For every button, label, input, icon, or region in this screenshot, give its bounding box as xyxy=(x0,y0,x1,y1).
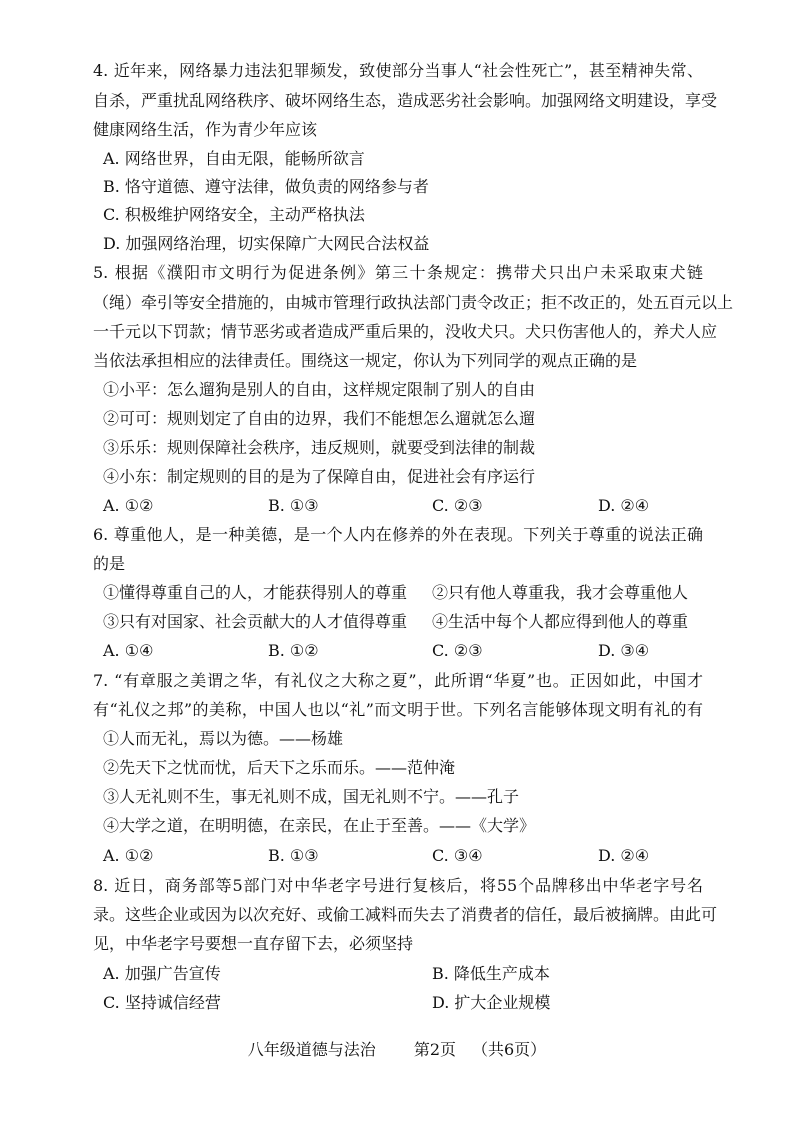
page-footer xyxy=(0,1039,794,1061)
option-c: C. 坚持诚信经营 xyxy=(103,993,221,1012)
statement-1: ①小平：怎么遛狗是别人的自由，这样规定限制了别人的自由 xyxy=(103,380,536,399)
statement-4: ④小东：制定规则的目的是为了保障自由，促进社会有序运行 xyxy=(103,467,536,486)
statement-2: ②先天下之忧而忧，后天下之乐而乐。——范仲淹 xyxy=(103,758,456,777)
footer-total-pages: （共6页） xyxy=(472,1040,547,1059)
question-stem-line: 有“礼仪之邦”的美称，中国人也以“礼”而文明于世。下列名言能够体现文明有礼的有 xyxy=(93,700,703,719)
option-a: A. ①② xyxy=(103,846,154,865)
option-d: D. 扩大企业规模 xyxy=(432,993,551,1012)
option-b: B. ①③ xyxy=(268,846,319,865)
question-stem-line: 一千元以下罚款；情节恶劣或者造成严重后果的，没收犬只。犬只伤害他人的，养犬人应 xyxy=(93,322,718,341)
option-b: B. 降低生产成本 xyxy=(432,964,550,983)
option-b: B. 恪守道德、遵守法律，做负责的网络参与者 xyxy=(103,177,429,196)
statement-3: ③人无礼则不生，事无礼则不成，国无礼则不宁。——孔子 xyxy=(103,787,520,806)
question-stem-line: 5. 根据《濮阳市文明行为促进条例》第三十条规定：携带犬只出户未采取束犬链 xyxy=(93,263,703,282)
question-stem-line: 录。这些企业或因为以次充好、或偷工减料而失去了消费者的信任，最后被摘牌。由此可 xyxy=(93,905,718,924)
option-a: A. 网络世界，自由无限，能畅所欲言 xyxy=(103,149,365,168)
question-stem-line: 当依法承担相应的法律责任。围绕这一规定，你认为下列同学的观点正确的是 xyxy=(93,351,638,370)
question-stem-line: 健康网络生活，作为青少年应该 xyxy=(93,120,318,139)
footer-page-number: 第2页 xyxy=(413,1040,456,1059)
option-d: D. 加强网络治理，切实保障广大网民合法权益 xyxy=(103,234,430,253)
statement-3: ③乐乐：规则保障社会秩序，违反规则，就要受到法律的制裁 xyxy=(103,438,536,457)
question-stem-line: 8. 近日，商务部等5部门对中华老字号进行复核后，将55个品牌移出中华老字号名 xyxy=(93,876,703,895)
question-stem-line: 7. “有章服之美谓之华，有礼仪之大称之夏”，此所谓“华夏”也。正因如此，中国才 xyxy=(93,671,703,690)
statement-1: ①懂得尊重自己的人，才能获得别人的尊重 xyxy=(103,583,408,602)
option-c: C. ③④ xyxy=(432,846,483,865)
option-a: A. ①④ xyxy=(103,641,154,660)
option-c: C. ②③ xyxy=(432,641,483,660)
footer-subject: 八年级道德与法治 xyxy=(247,1040,376,1059)
option-d: D. ②④ xyxy=(598,496,650,515)
statement-4: ④生活中每个人都应得到他人的尊重 xyxy=(432,612,689,631)
question-stem-line: 的是 xyxy=(93,554,126,573)
option-c: C. 积极维护网络安全，主动严格执法 xyxy=(103,205,365,224)
option-b: B. ①③ xyxy=(268,496,319,515)
statement-2: ②只有他人尊重我，我才会尊重他人 xyxy=(432,583,689,602)
statement-2: ②可可：规则划定了自由的边界，我们不能想怎么遛就怎么遛 xyxy=(103,409,536,428)
question-stem-line: （绳）牵引等安全措施的，由城市管理行政执法部门责令改正；拒不改正的，处五百元以上 xyxy=(93,293,734,312)
option-a: A. 加强广告宣传 xyxy=(103,964,221,983)
question-stem-line: 见，中华老字号要想一直存留下去，必须坚持 xyxy=(93,934,414,953)
statement-4: ④大学之道，在明明德，在亲民，在止于至善。——《大学》 xyxy=(103,816,536,835)
option-b: B. ①② xyxy=(268,641,319,660)
option-a: A. ①② xyxy=(103,496,154,515)
question-stem-line: 6. 尊重他人，是一种美德，是一个人内在修养的外在表现。下列关于尊重的说法正确 xyxy=(93,525,703,544)
option-d: D. ②④ xyxy=(598,846,650,865)
question-stem-line: 4. 近年来，网络暴力违法犯罪频发，致使部分当事人“社会性死亡”，甚至精神失常、 xyxy=(93,61,703,80)
statement-1: ①人而无礼，焉以为德。——杨雄 xyxy=(103,729,344,748)
option-c: C. ②③ xyxy=(432,496,483,515)
question-stem-line: 自杀，严重扰乱网络秩序、破坏网络生态，造成恶劣社会影响。加强网络文明建设，享受 xyxy=(93,91,718,110)
statement-3: ③只有对国家、社会贡献大的人才值得尊重 xyxy=(103,612,408,631)
option-d: D. ③④ xyxy=(598,641,650,660)
